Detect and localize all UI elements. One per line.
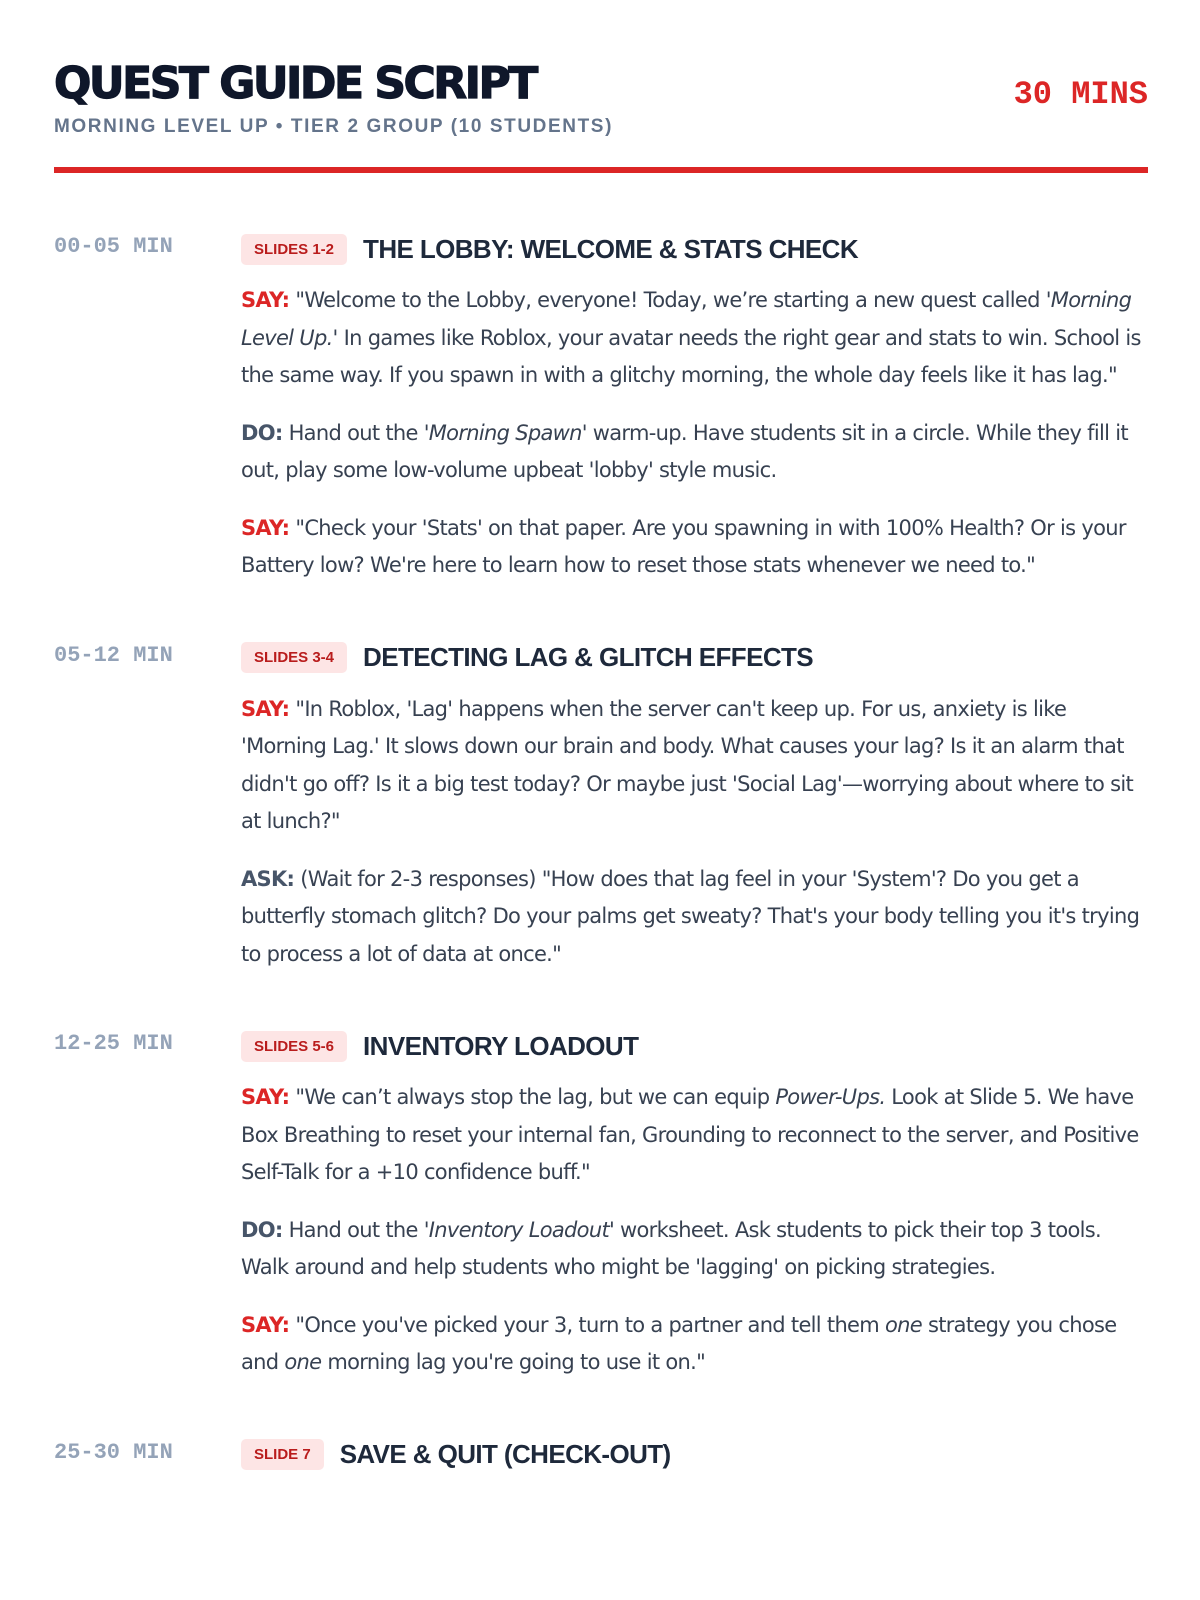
script-section [54,1023,1148,1382]
say-label: SAY: [241,696,290,721]
section-title: DETECTING LAG & GLITCH EFFECTS [363,642,814,672]
section-heading [241,1023,1148,1069]
emphasis-text: one [885,1312,922,1337]
slides-badge: SLIDES 5-6 [241,1031,347,1062]
section-title: INVENTORY LOADOUT [363,1030,639,1061]
section-title: SAVE & QUIT (CHECK-OUT) [339,1439,671,1469]
emphasis-text: one [284,1350,322,1374]
script-section [54,226,1148,585]
page-header [54,58,1148,174]
section-time: 05-12 MIN [54,642,173,668]
slides-badge: SLIDE 7 [241,1439,324,1470]
page-subtitle: MORNING LEVEL UP • TIER 2 GROUP (10 STUDENTS) [54,116,614,137]
script-paragraph [241,415,1148,490]
paragraph-text: Hand out the [288,1217,424,1242]
paragraph-text: "Welcome to the Lobby, everyone! Today, we’re starting a new quest called [295,288,1046,312]
script-paragraph [241,1079,1148,1192]
do-label: DO: [241,420,283,445]
emphasis-text: 'Morning Level Up.' [241,288,1132,350]
paragraph-text: "We can’t always stop the lag, but we can equip [295,1085,776,1109]
paragraph-text: (Wait for 2-3 responses) "How does that lag feel in your 'System'? Do you get a butterfly stomach glitch? Do your palms get sweaty? That's your body telling you it's trying to process a lot of data at once." [241,866,1140,966]
paragraph-text: "Check your 'Stats' on that paper. Are you spawning in with 100% Health? Or is your Battery low? We're here to learn how to reset those stats whenever we need to." [241,515,1126,577]
slides-badge: SLIDES 1-2 [241,234,347,265]
paragraph-text: "Once you've picked your 3, turn to a partner and tell them [295,1312,886,1337]
slides-badge: SLIDES 3-4 [241,642,347,673]
say-label: SAY: [241,1312,290,1337]
section-time: 12-25 MIN [54,1031,173,1056]
section-time: 25-30 MIN [54,1439,173,1465]
emphasis-text: 'Inventory Loadout' [423,1217,615,1242]
paragraph-text: Hand out the [288,420,424,445]
paragraph-text: Look at Slide 5. We have Box Breathing to reset your internal fan, Grounding to reconnect to the server, and Positive Self-Talk for a +10 confidence buff." [241,1085,1139,1184]
paragraph-text: strategy you chose and [241,1312,1117,1374]
emphasis-text: Power-Ups. [775,1085,886,1109]
page-title: QUEST GUIDE SCRIPT [54,58,536,109]
script-sections [54,226,1148,1528]
script-paragraph [241,861,1148,974]
section-heading [241,226,1148,272]
say-label: SAY: [241,515,290,540]
section-heading [241,635,1148,681]
section-heading [241,1432,1148,1478]
paragraph-text: morning lag you're going to use it on." [321,1350,706,1374]
emphasis-text: 'Morning Spawn' [423,420,587,445]
script-section [54,635,1148,974]
do-label: DO: [241,1217,283,1242]
paragraph-text: worksheet. Ask students to pick their top 3 tools. Walk around and help students who might be 'lagging' on picking strategies. [241,1217,1101,1279]
script-paragraph [241,282,1148,395]
paragraph-text: "In Roblox, 'Lag' happens when the server can't keep up. For us, anxiety is like 'Morning Lag.' It slows down our brain and body. What causes your lag? Is it an alarm that didn't go off? Is it a big test today? Or maybe just 'Social Lag'—worrying about where to sit at lunch?" [241,696,1134,833]
say-label: SAY: [241,1085,290,1109]
section-title: THE LOBBY: WELCOME & STATS CHECK [363,233,859,264]
paragraph-text: warm-up. Have students sit in a circle. While they fill it out, play some low-volume upbeat 'lobby' style music. [241,420,1128,482]
script-paragraph [241,510,1148,585]
script-paragraph [241,691,1148,841]
paragraph-text: In games like Roblox, your avatar needs the right gear and stats to win. School is the same way. If you spawn in with a glitchy morning, the whole day feels like it has lag." [241,325,1141,387]
header-divider [54,167,1148,173]
script-section [54,1432,1148,1478]
script-paragraph [241,1307,1148,1382]
duration-label: 30 MINS [1013,76,1148,113]
section-time: 00-05 MIN [54,234,173,259]
script-paragraph [241,1212,1148,1287]
say-label: SAY: [241,288,290,312]
ask-label: ASK: [241,866,295,891]
